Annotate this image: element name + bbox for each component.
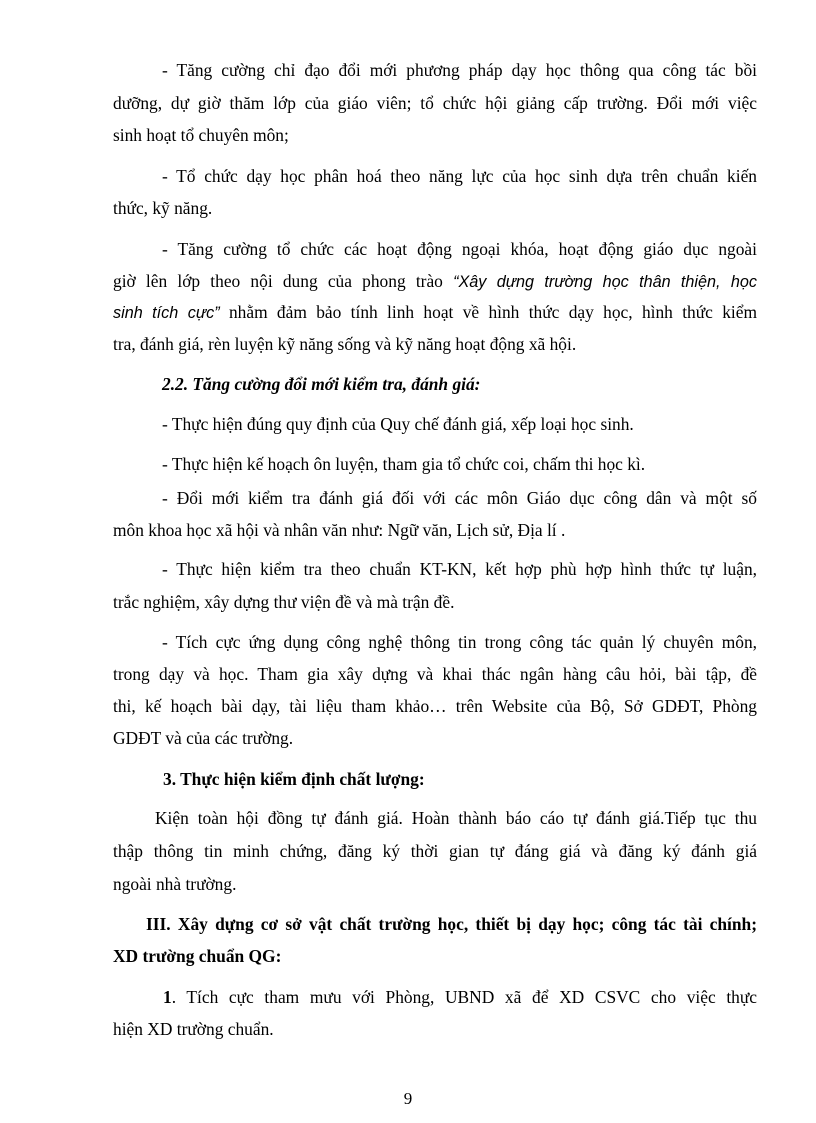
text-span: giờ lên lớp theo nội dung của phong trào (113, 271, 443, 291)
section-heading: XD trường chuẩn QG: (113, 946, 282, 966)
text-line: ngoài nhà trường. (113, 874, 237, 894)
text-line: Kiện toàn hội đồng tự đánh giá. Hoàn thành báo cáo tự đánh giá.Tiếp tục thu (155, 808, 757, 828)
text-line: GDĐT và của các trường. (113, 728, 294, 748)
section-heading: III. Xây dựng cơ sở vật chất trường học, thiết bị dạy học; công tác tài chính; (146, 914, 757, 934)
text-line: dưỡng, dự giờ thăm lớp của giáo viên; tổ chức hội giảng cấp trường. Đổi mới việc (113, 93, 757, 113)
text-line: hiện XD trường chuẩn. (113, 1019, 274, 1039)
text-line: - Thực hiện kế hoạch ôn luyện, tham gia tổ chức coi, chấm thi học kì. (162, 454, 646, 474)
campaign-quote: “Xây dựng trường học thân thiện, học (453, 273, 757, 291)
text-line: thập thông tin minh chứng, đăng ký thời gian tự đáng giá và đăng ký đánh giá (113, 841, 757, 861)
campaign-quote: sinh tích cực” (113, 304, 220, 322)
text-line: - Đổi mới kiểm tra đánh giá đối với các môn Giáo dục công dân và một số (162, 488, 757, 508)
text-line: thức, kỹ năng. (113, 198, 213, 218)
section-heading: 3. Thực hiện kiểm định chất lượng: (163, 769, 425, 789)
section-heading: 2.2. Tăng cường đổi mới kiểm tra, đánh giá: (162, 374, 481, 394)
text-line (113, 300, 757, 325)
text-line: - Tăng cường chỉ đạo đổi mới phương pháp dạy học thông qua công tác bồi (162, 60, 757, 80)
page-number: 9 (403, 1089, 413, 1108)
text-line: môn khoa học xã hội và nhân văn như: Ngữ văn, Lịch sử, Địa lí . (113, 520, 566, 540)
text-line (113, 269, 757, 294)
text-line: - Tổ chức dạy học phân hoá theo năng lực của học sinh dựa trên chuẩn kiến (162, 166, 757, 186)
text-line: sinh hoạt tổ chuyên môn; (113, 125, 289, 145)
text-line: - Tích cực ứng dụng công nghệ thông tin trong công tác quản lý chuyên môn, (162, 632, 757, 652)
text-line: trong dạy và học. Tham gia xây dựng và khai thác ngân hàng câu hỏi, bài tập, đề (113, 664, 757, 684)
text-line: - Thực hiện kiểm tra theo chuẩn KT-KN, kết hợp phù hợp hình thức tự luận, (162, 559, 757, 579)
text-line: - Tăng cường tổ chức các hoạt động ngoại khóa, hoạt động giáo dục ngoài (162, 239, 757, 259)
text-line: trắc nghiệm, xây dựng thư viện đề và mà trận đề. (113, 592, 455, 612)
text-span: . Tích cực tham mưu với Phòng, UBND xã để XD CSVC cho việc thực (171, 987, 757, 1007)
text-span: nhằm đảm bảo tính linh hoạt về hình thức dạy học, hình thức kiểm (228, 302, 758, 322)
item-number: 1 (163, 987, 172, 1007)
text-line (163, 985, 757, 1009)
text-line: tra, đánh giá, rèn luyện kỹ năng sống và kỹ năng hoạt động xã hội. (113, 334, 577, 354)
text-line: - Thực hiện đúng quy định của Quy chế đánh giá, xếp loại học sinh. (162, 414, 634, 434)
text-line: thi, kế hoạch bài dạy, tài liệu tham khảo… trên Website của Bộ, Sở GDĐT, Phòng (113, 696, 757, 716)
